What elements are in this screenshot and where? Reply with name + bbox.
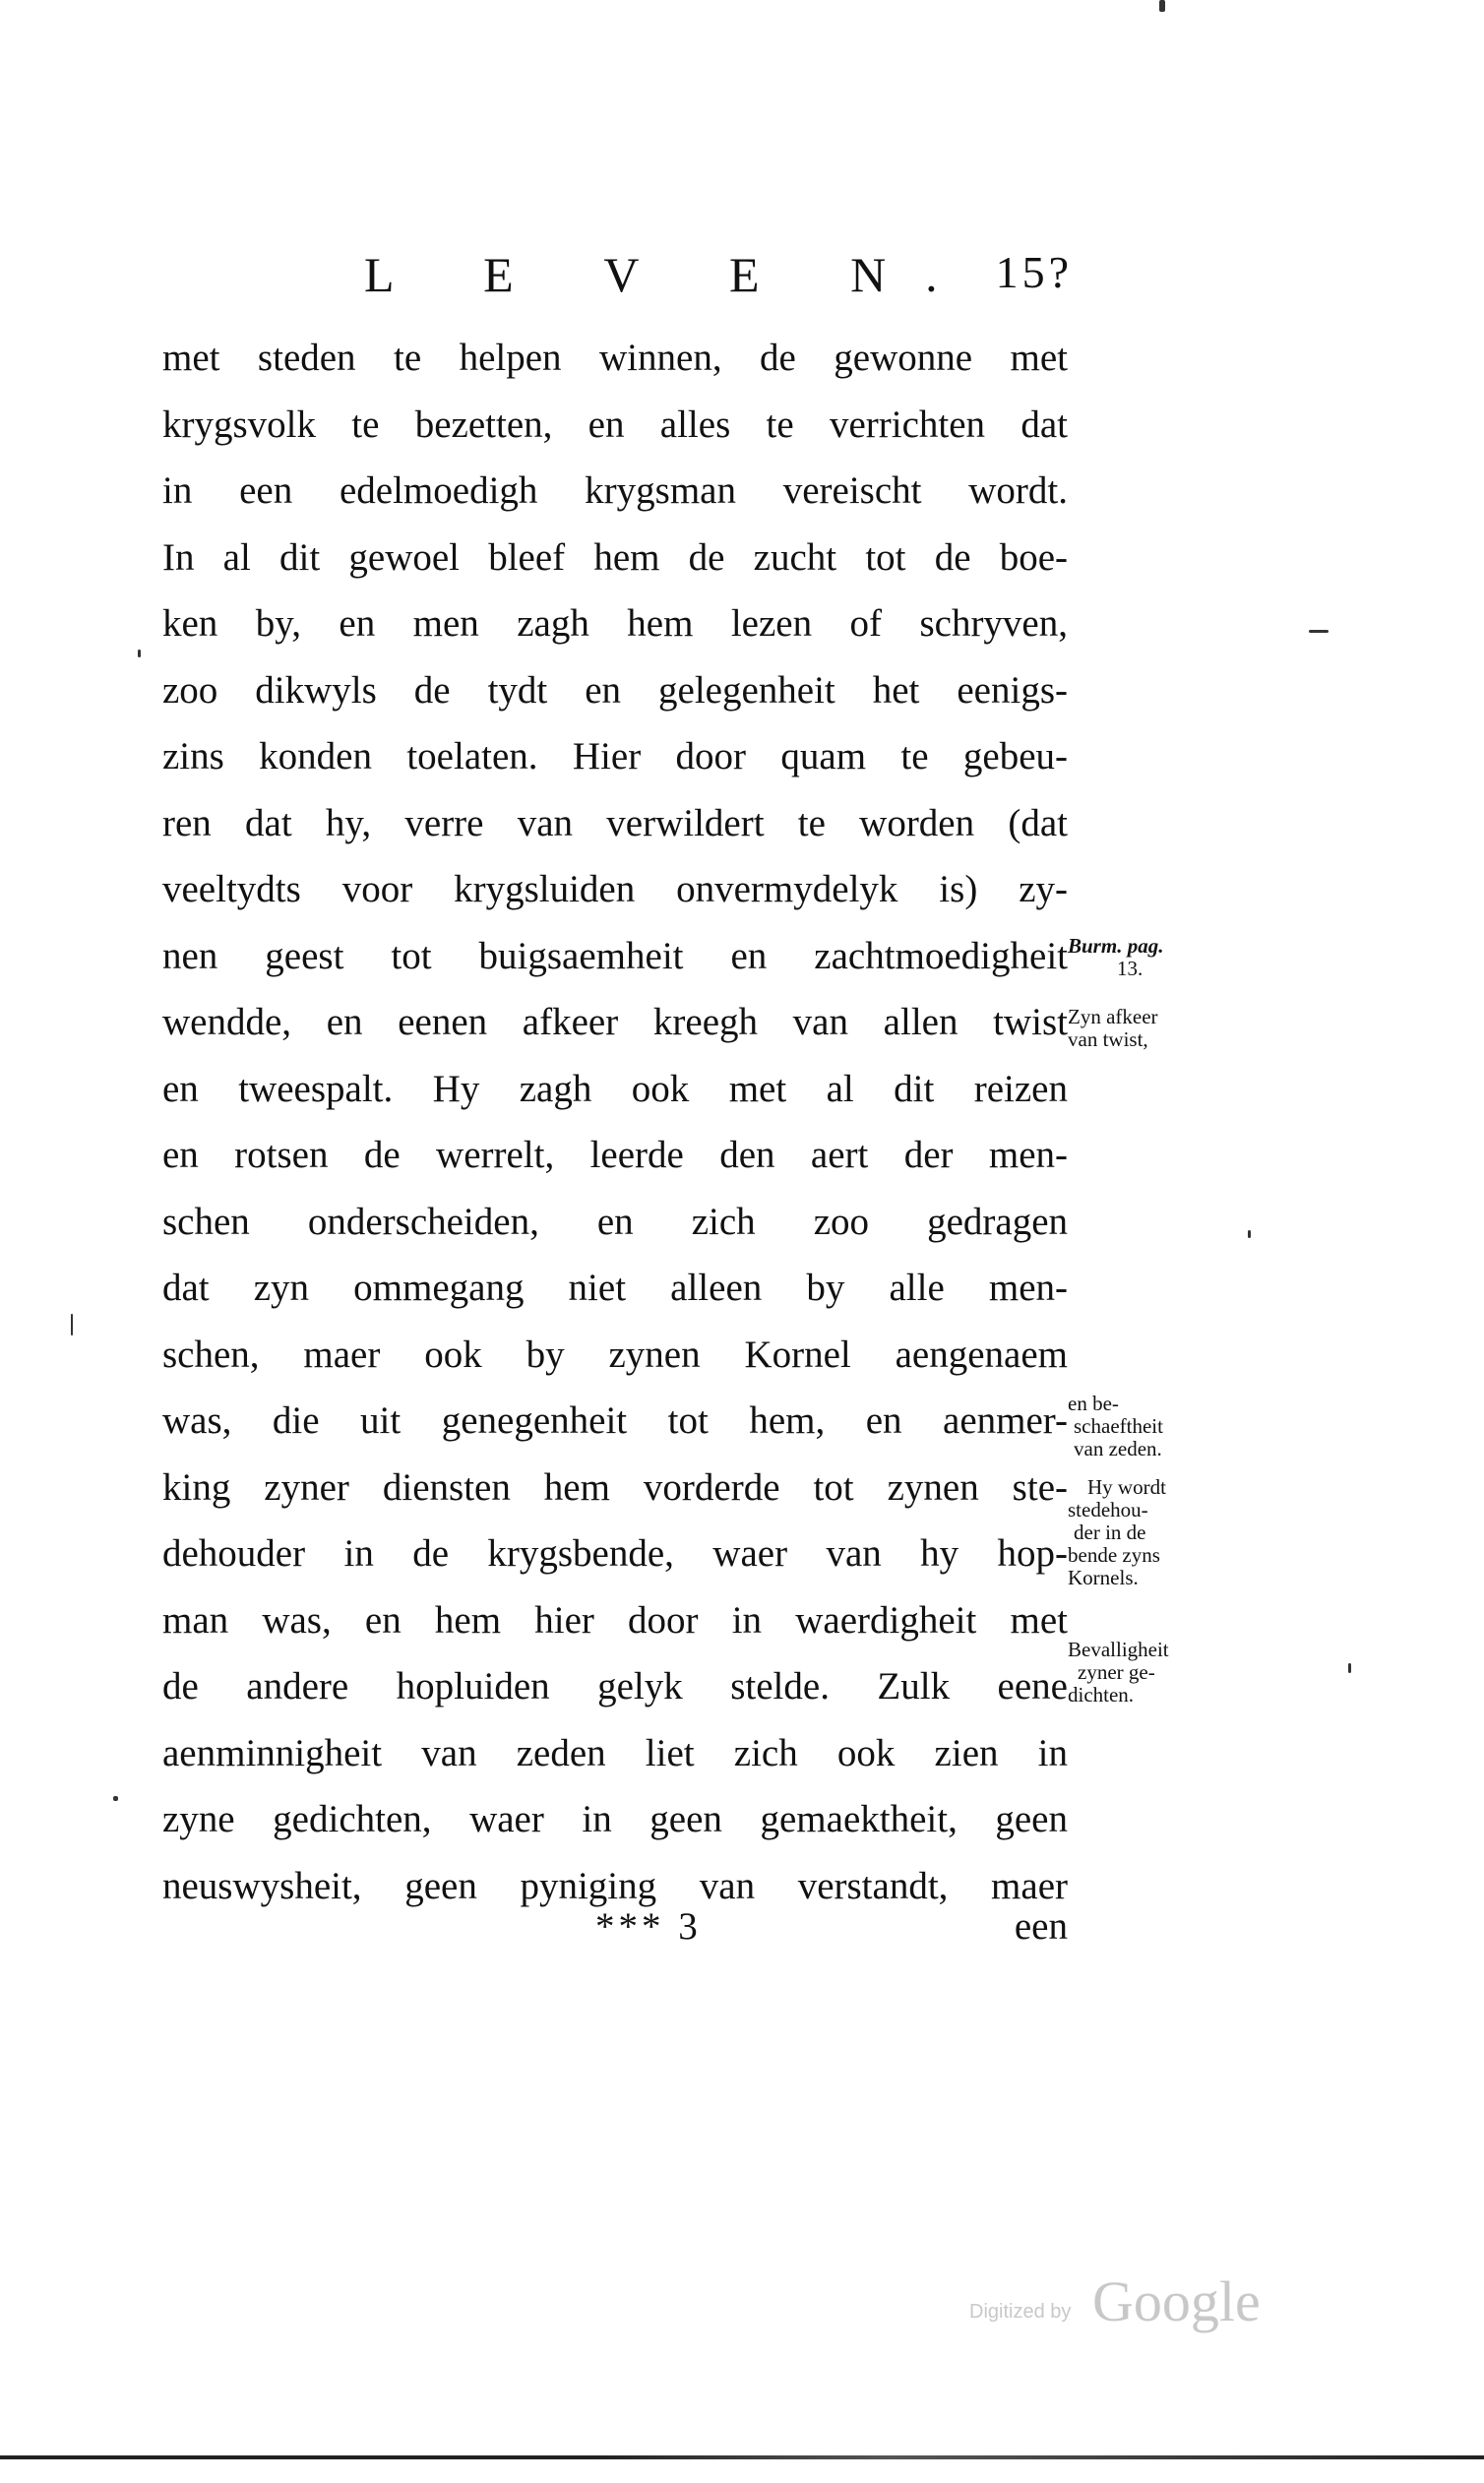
margin-note-line: bende zyns: [1068, 1543, 1160, 1567]
text-line: zyne gedichten, waer in geen gemaektheit, geen: [162, 1798, 1068, 1840]
margin-note-line: van twist,: [1068, 1027, 1148, 1051]
text-line: in een edelmoedigh krygsman vereischt wordt.: [162, 469, 1068, 512]
text-line: ken by, en men zagh hem lezen of schryven,: [162, 602, 1068, 645]
text-line: schen, maer ook by zynen Kornel aengenaem: [162, 1333, 1068, 1376]
text-line: veeltydts voor krygsluiden onvermydelyk is) zy-: [162, 868, 1068, 910]
text-line: aenminnigheit van zeden liet zich ook zien in: [162, 1731, 1068, 1774]
margin-note: [1068, 1476, 1225, 1589]
margin-note-line: Bevalligheit: [1068, 1638, 1169, 1661]
text-line: dat zyn ommegang niet alleen by alle men-: [162, 1267, 1068, 1309]
text-line: de andere hopluiden gelyk stelde. Zulk eene: [162, 1665, 1068, 1707]
margin-note: [1068, 935, 1225, 980]
digitization-watermark: [969, 2268, 1274, 2337]
google-logo: Google: [1092, 2269, 1261, 2333]
text-line: wendde, en eenen afkeer kreegh van allen twist: [162, 1001, 1068, 1043]
margin-note: [1068, 1006, 1225, 1051]
page-number: 15?: [995, 247, 1073, 297]
text-line: nen geest tot buigsaemheit en zachtmoedigheit: [162, 934, 1068, 977]
ink-speck: [138, 650, 141, 657]
margin-note-line: Burm. pag.: [1068, 934, 1164, 958]
text-line: neuswysheit, geen pyniging van verstandt, maer: [162, 1864, 1068, 1907]
catchline: [162, 1904, 1068, 1963]
margin-note-line: Kornels.: [1068, 1566, 1139, 1589]
watermark-prefix: Digitized by: [969, 2301, 1072, 2323]
margin-note: [1068, 1393, 1225, 1460]
ink-speck: [1348, 1663, 1351, 1673]
ink-speck: [1248, 1230, 1251, 1238]
running-title: L E V E N.: [364, 247, 977, 302]
margin-note-line: dichten.: [1068, 1683, 1135, 1707]
text-line: krygsvolk te bezetten, en alles te verrichten dat: [162, 403, 1068, 446]
ink-speck: [113, 1796, 118, 1801]
margin-note-line: Zyn afkeer: [1068, 1005, 1158, 1028]
ink-speck: [71, 1314, 73, 1335]
ink-speck: [1159, 0, 1165, 12]
text-line: In al dit gewoel bleef hem de zucht tot de boe-: [162, 535, 1068, 579]
text-line: zoo dikwyls de tydt en gelegenheit het eenigs-: [162, 668, 1068, 712]
text-line: king zyner diensten hem vorderde tot zynen ste-: [162, 1465, 1068, 1509]
running-header: [266, 246, 1073, 315]
text-line: met steden te helpen winnen, de gewonne met: [162, 337, 1068, 379]
page-edge-line: [0, 2455, 1484, 2459]
text-line: zins konden toelaten. Hier door quam te gebeu-: [162, 735, 1068, 777]
margin-note-line: zyner ge-: [1078, 1660, 1155, 1684]
margin-note-line: der in de: [1074, 1521, 1146, 1544]
signature-mark: *** 3: [595, 1905, 702, 1948]
catchword: een: [1014, 1905, 1068, 1948]
margin-note-line: van zeden.: [1074, 1437, 1162, 1460]
margin-note-line: en be-: [1068, 1392, 1119, 1415]
text-line: en rotsen de werrelt, leerde den aert der men-: [162, 1134, 1068, 1176]
text-line: dehouder in de krygsbende, waer van hy hop-: [162, 1532, 1068, 1575]
text-line: man was, en hem hier door in waerdigheit met: [162, 1598, 1068, 1642]
ink-speck: [1309, 630, 1329, 633]
margin-note-line: 13.: [1117, 957, 1144, 980]
margin-note: [1068, 1639, 1225, 1707]
margin-note-line: Hy wordt: [1087, 1475, 1166, 1499]
text-line: en tweespalt. Hy zagh ook met al dit reizen: [162, 1067, 1068, 1110]
text-line: was, die uit genegenheit tot hem, en aenmer-: [162, 1399, 1068, 1442]
main-text-block: [162, 325, 1068, 1919]
text-line: schen onderscheiden, en zich zoo gedragen: [162, 1200, 1068, 1243]
text-line: ren dat hy, verre van verwildert te worden (dat: [162, 801, 1068, 844]
margin-note-line: stedehou-: [1068, 1498, 1148, 1521]
margin-note-line: schaeftheit: [1074, 1414, 1163, 1438]
